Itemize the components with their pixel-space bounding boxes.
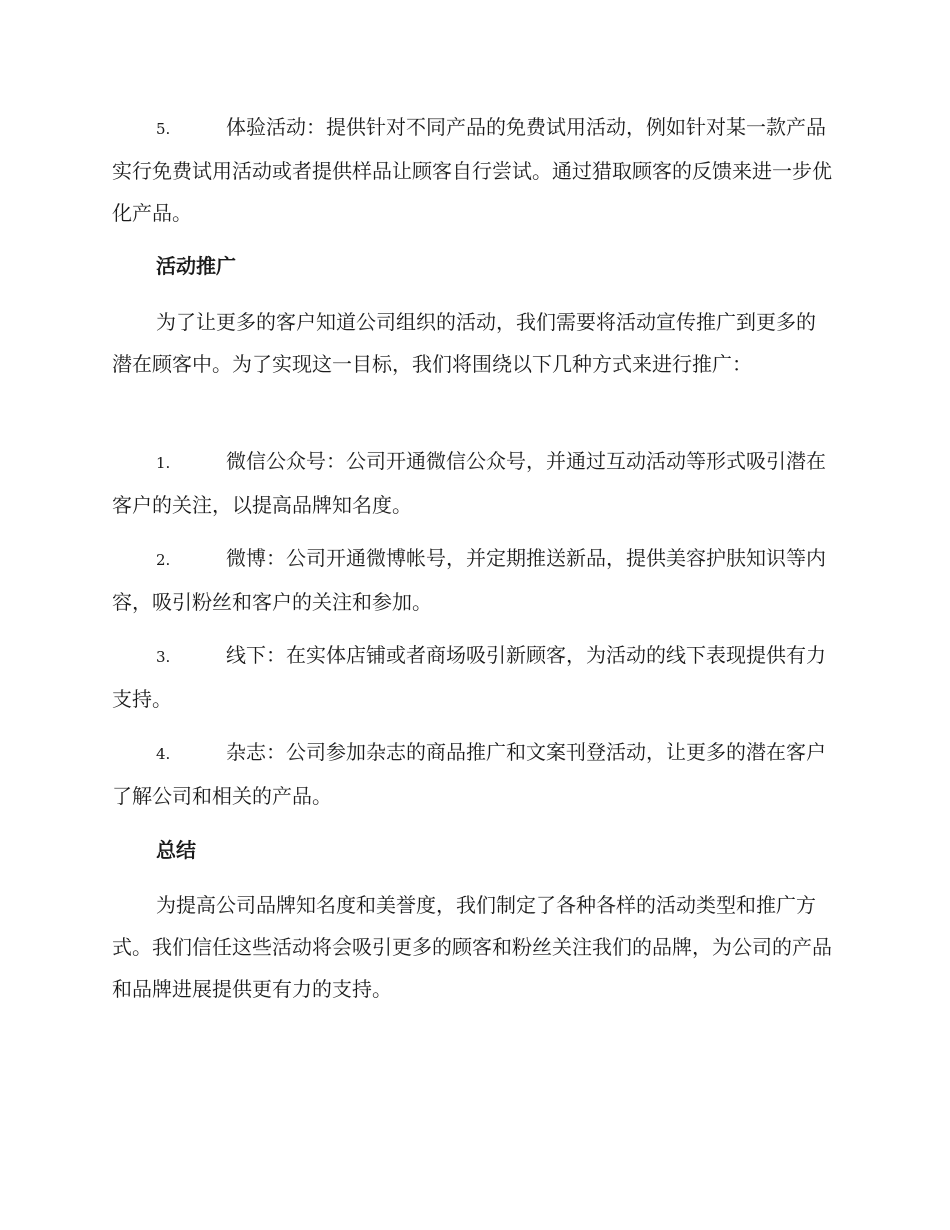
list-number: 5. — [156, 120, 171, 138]
list-item-5 — [112, 106, 834, 234]
list-number: 1. — [156, 454, 171, 472]
list-item-4 — [112, 731, 834, 817]
list-number: 3. — [156, 648, 171, 666]
list-item-1 — [112, 440, 834, 526]
summary-paragraph: 为提高公司品牌知名度和美誉度，我们制定了各种各样的活动类型和推广方式。我们信任这些活动将会吸引更多的顾客和粉丝关注我们的品牌，为公司的产品和品牌进展提供更有力的支持。 — [112, 893, 832, 1001]
list-item-text: 微博：公司开通微博帐号，并定期推送新品，提供美容护肤知识等内容，吸引粉丝和客户的关注和参加。 — [112, 546, 826, 614]
list-item-text: 体验活动：提供针对不同产品的免费试用活动，例如针对某一款产品实行免费试用活动或者提供样品让顾客自行尝试。通过猎取顾客的反馈来进一步优化产品。 — [112, 115, 832, 225]
list-number: 4. — [156, 745, 171, 763]
promotion-intro-paragraph: 为了让更多的客户知道公司组织的活动，我们需要将活动宣传推广到更多的潜在顾客中。为了实现这一目标，我们将围绕以下几种方式来进行推广： — [112, 310, 816, 376]
list-item-text: 线下：在实体店铺或者商场吸引新顾客，为活动的线下表现提供有力支持。 — [112, 643, 826, 711]
section-heading-summary: 总结 — [156, 838, 196, 862]
section-heading-promotion: 活动推广 — [156, 254, 236, 278]
list-item-2 — [112, 537, 834, 623]
list-item-text: 微信公众号：公司开通微信公众号，并通过互动活动等形式吸引潜在客户的关注，以提高品牌知名度。 — [112, 449, 826, 517]
list-number: 2. — [156, 551, 171, 569]
list-item-text: 杂志：公司参加杂志的商品推广和文案刊登活动，让更多的潜在客户了解公司和相关的产品。 — [112, 740, 826, 808]
list-item-3 — [112, 634, 834, 720]
